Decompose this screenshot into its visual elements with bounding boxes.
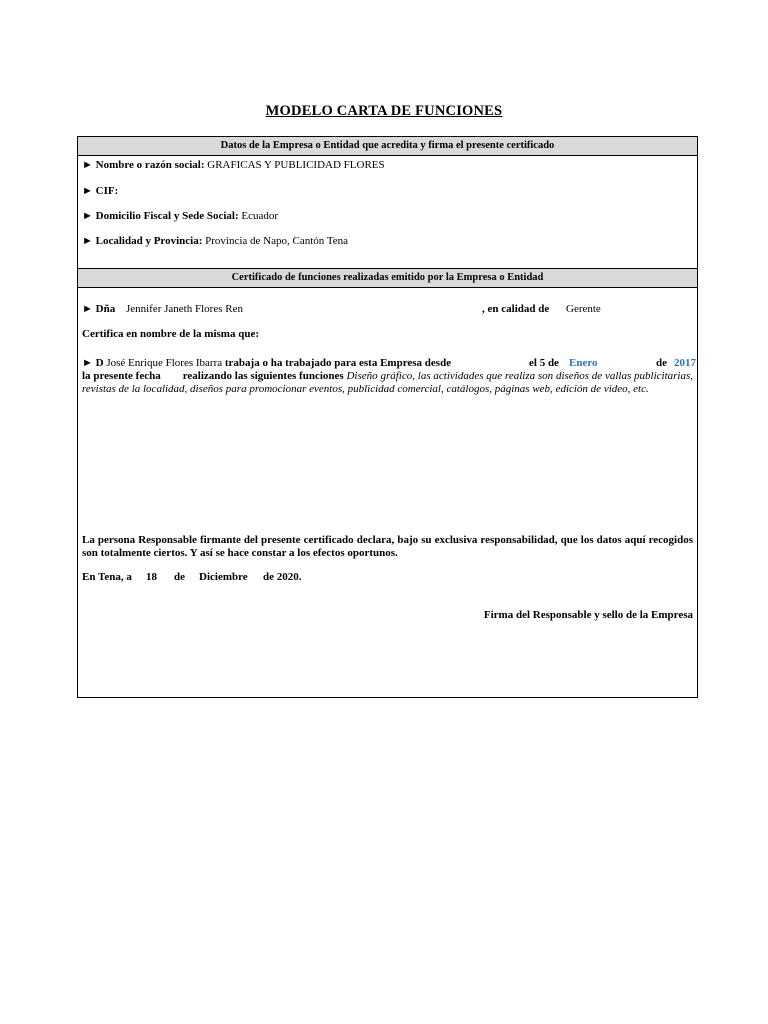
calidad-value: Gerente <box>566 303 601 315</box>
funciones-text: Diseño gráfico, las actividades que realiza son diseños de vallas publicitarias, revistas de la localidad, diseños para promocionar eventos, publicidad comercial, catálogos, páginas web, edición de video, etc. <box>82 370 693 395</box>
certifica-line: Certifica en nombre de la misma que: <box>82 328 259 340</box>
section1-header: Datos de la Empresa o Entidad que acredita y firma el presente certificado <box>78 137 697 156</box>
field-value: Provincia de Napo, Cantón Tena <box>205 235 349 247</box>
signature-label: Firma del Responsable y sello de la Empresa <box>483 609 693 621</box>
start-year: 2017 <box>674 357 696 369</box>
presente-text: la presente fecha <box>82 370 161 382</box>
date-month: Diciembre <box>199 571 248 583</box>
trabaja-text: trabaja o ha trabajado para esta Empresa desde <box>224 357 452 369</box>
dna-name: Jennifer Janeth Flores Ren <box>125 303 243 315</box>
employee-line <box>82 357 695 370</box>
bullet: ► <box>82 185 93 197</box>
bullet: ► <box>82 357 93 369</box>
section2-header: Certificado de funciones realizadas emitido por la Empresa o Entidad <box>78 268 697 288</box>
date-line <box>82 571 695 584</box>
field-localidad <box>82 235 348 248</box>
realizando-text: realizando las siguientes funciones <box>182 370 344 382</box>
start-month: Enero <box>569 357 598 369</box>
d-label: D <box>95 357 104 369</box>
field-value: GRAFICAS Y PUBLICIDAD FLORES <box>207 159 385 171</box>
dna-line <box>82 303 695 316</box>
date-day: 18 <box>146 571 157 583</box>
de-text: de <box>656 357 667 369</box>
bullet: ► <box>82 159 93 171</box>
employee-name: José Enrique Flores Ibarra <box>106 357 223 369</box>
field-label: CIF: <box>95 185 119 197</box>
calidad-label: , en calidad de <box>482 303 550 315</box>
document-title: MODELO CARTA DE FUNCIONES <box>265 103 503 119</box>
field-value: Ecuador <box>241 210 279 222</box>
field-label: Localidad y Provincia: <box>95 235 203 247</box>
field-domicilio <box>82 210 278 223</box>
start-day: el 5 de <box>529 357 559 369</box>
date-prefix: En Tena, a <box>82 571 132 583</box>
funciones-paragraph <box>82 370 693 396</box>
field-razon-social <box>82 159 385 172</box>
bullet: ► <box>82 235 93 247</box>
field-cif <box>82 185 118 198</box>
field-label: Nombre o razón social: <box>95 159 205 171</box>
field-label: Domicilio Fiscal y Sede Social: <box>95 210 239 222</box>
bullet: ► <box>82 303 93 315</box>
declaracion-paragraph: La persona Responsable firmante del presente certificado declara, bajo su exclusiva responsabilidad, que los datos aquí recogidos son totalmente ciertos. Y así se hace constar a los efectos oportunos. <box>82 534 693 559</box>
dna-label: Dña <box>95 303 116 315</box>
date-de: de <box>174 571 185 583</box>
date-year: de 2020. <box>263 571 302 583</box>
certificate-frame <box>77 136 698 698</box>
bullet: ► <box>82 210 93 222</box>
